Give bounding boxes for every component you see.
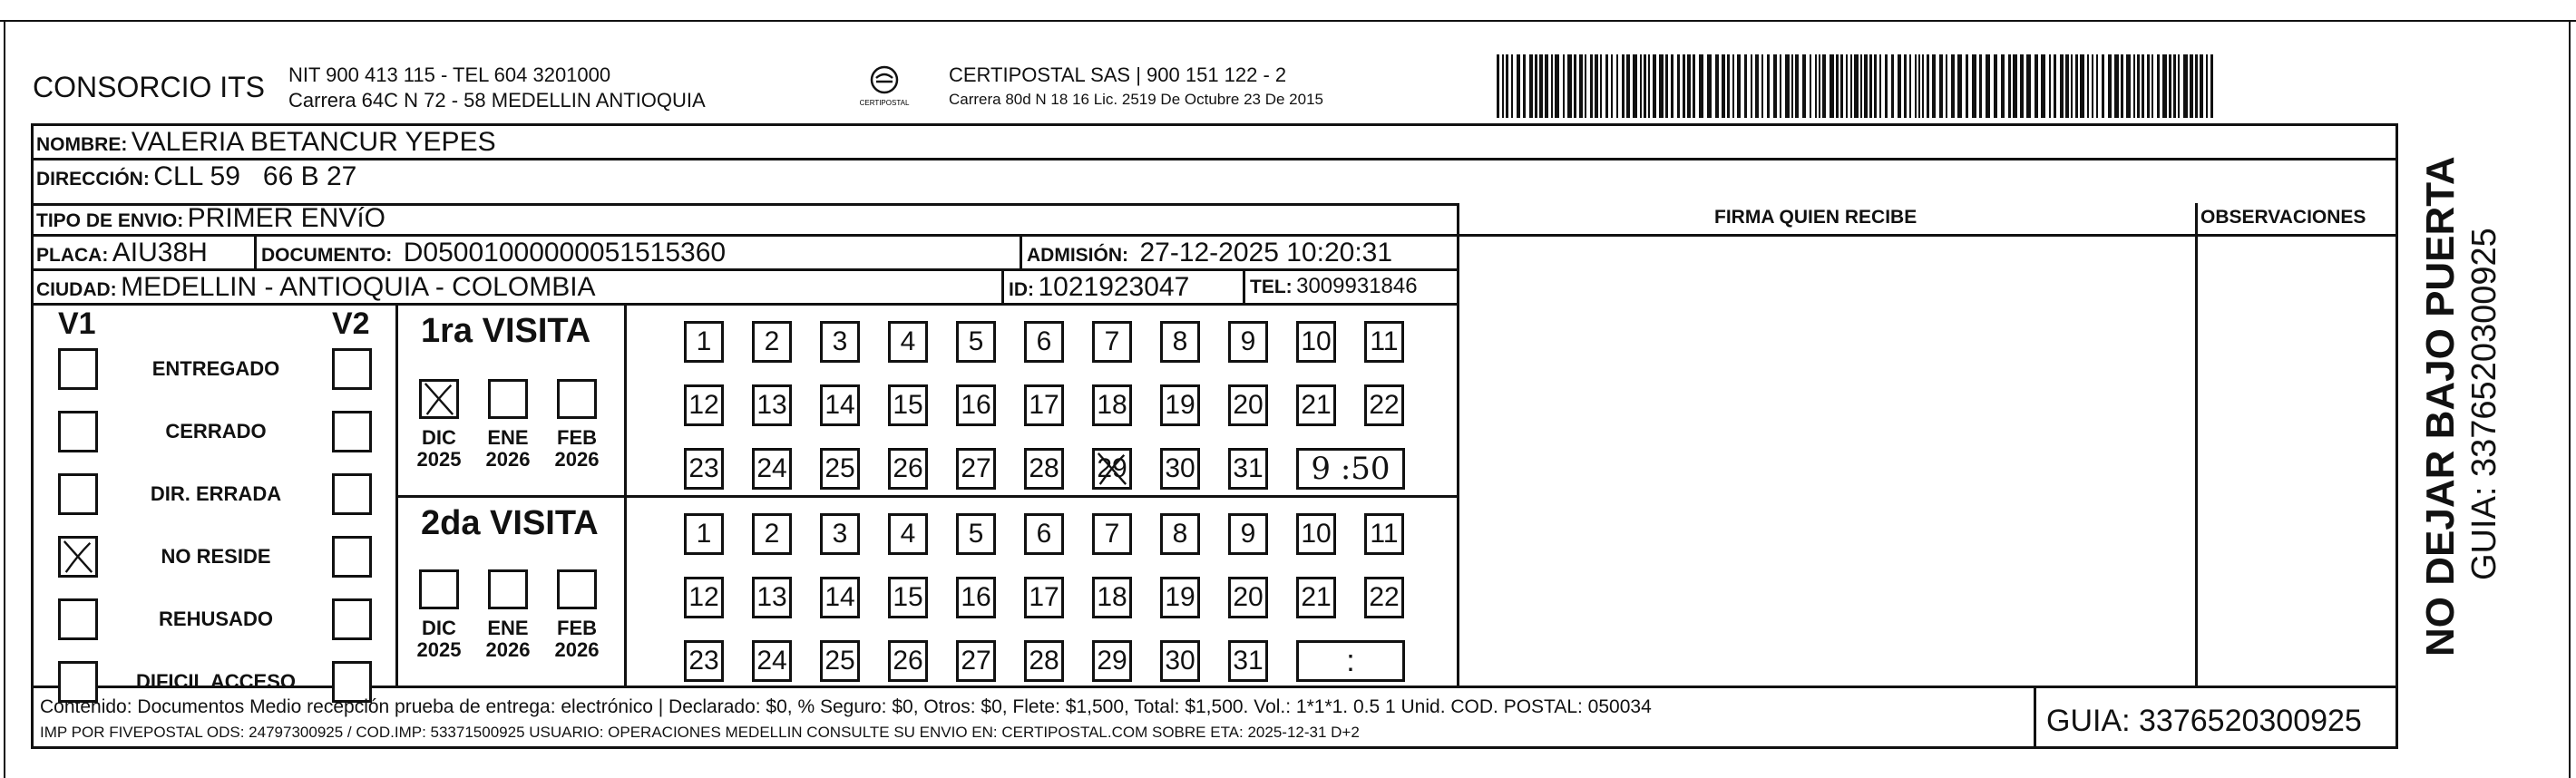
day-box[interactable]: 20 [1228, 577, 1268, 618]
day-box[interactable]: 19 [1160, 577, 1200, 618]
barcode-bar [1626, 54, 1630, 118]
day-box[interactable]: 11 [1364, 513, 1404, 555]
barcode-bar [1836, 54, 1839, 118]
barcode-bar [2075, 54, 2078, 118]
barcode-bar [2026, 54, 2031, 118]
barcode-bar [1551, 54, 1553, 118]
company-nit: NIT 900 413 115 - TEL 604 3201000 [288, 63, 611, 86]
v2-checkbox[interactable] [332, 411, 372, 452]
barcode-bar [2108, 54, 2112, 118]
company-address: Carrera 64C N 72 - 58 MEDELLIN ANTIOQUIA [288, 89, 706, 112]
day-box[interactable]: 29 [1092, 448, 1132, 490]
barcode-bar [1951, 54, 1955, 118]
barcode-bar [1785, 54, 1790, 118]
day-strike-mark [1095, 451, 1129, 487]
svg-text:CERTIPOSTAL: CERTIPOSTAL [859, 99, 910, 107]
id-label: ID: [1009, 279, 1034, 300]
day-box[interactable]: 15 [888, 384, 928, 426]
nombre-value: VALERIA BETANCUR YEPES [131, 127, 496, 157]
month-checkbox[interactable] [419, 379, 459, 419]
barcode-bar [1671, 54, 1673, 118]
col-line [1020, 234, 1022, 268]
barcode-bar [2183, 54, 2188, 118]
barcode-bar [1659, 54, 1664, 118]
v1-checkbox[interactable] [58, 598, 98, 640]
tel-value: 3009931846 [1296, 274, 1418, 298]
barcode-bar [1563, 54, 1565, 118]
barcode-bar [1600, 54, 1602, 118]
day-box[interactable]: 2 [752, 321, 792, 363]
barcode-bar [1840, 54, 1843, 118]
barcode-bar [1819, 54, 1820, 118]
barcode-bar [1722, 54, 1725, 118]
day-box[interactable]: 6 [1024, 321, 1064, 363]
barcode-bar [2121, 54, 2123, 118]
month-label: FEB [557, 617, 597, 639]
month-label: DIC [422, 426, 456, 449]
barcode-bar [1511, 54, 1513, 118]
barcode-bar [1810, 54, 1811, 118]
left-edge [4, 20, 5, 778]
documento-value: D050010000000515153​60 [403, 238, 727, 267]
month-year: 2025 [416, 448, 462, 471]
barcode-bar [2152, 54, 2153, 118]
documento-label: DOCUMENTO: [261, 245, 393, 266]
barcode-bar [2034, 54, 2038, 118]
barcode-bar [1579, 54, 1583, 118]
barcode-bar [1755, 54, 1759, 118]
month-checkbox[interactable] [557, 569, 597, 609]
day-box[interactable]: 1 [684, 513, 724, 555]
month-checkbox[interactable] [557, 379, 597, 419]
barcode-bar [1979, 54, 1982, 118]
barcode-bar [1611, 54, 1613, 118]
ciudad-label: CIUDAD: [36, 279, 117, 300]
barcode-bar [1802, 54, 1806, 118]
barcode-bar [2008, 54, 2011, 118]
barcode-bar [2060, 54, 2064, 118]
col-line [1243, 268, 1245, 303]
day-box[interactable]: 5 [956, 321, 996, 363]
day-box[interactable]: 21 [1296, 384, 1336, 426]
day-box[interactable]: 14 [820, 384, 860, 426]
firma-left-line [1457, 203, 1459, 686]
day-box[interactable]: 1 [684, 321, 724, 363]
barcode-bar [1497, 54, 1499, 118]
barcode-bar [1780, 54, 1781, 118]
observaciones-label: OBSERVACIONES [2200, 207, 2366, 228]
barcode-bar [1555, 54, 1559, 118]
day-box[interactable]: 28 [1024, 448, 1064, 490]
months-divider [624, 303, 627, 686]
barcode-bar [1860, 54, 1862, 118]
barcode-bar [1648, 54, 1650, 118]
day-box[interactable]: 12 [684, 384, 724, 426]
day-box[interactable]: 27 [956, 448, 996, 490]
barcode-bar [1605, 54, 1608, 118]
barcode-bar [2200, 54, 2203, 118]
firma-label: FIRMA QUIEN RECIBE [1714, 207, 1917, 228]
day-box[interactable]: 24 [752, 448, 792, 490]
day-box[interactable]: 3 [820, 321, 860, 363]
v1-checkbox[interactable] [58, 411, 98, 452]
barcode-bar [1616, 54, 1618, 118]
barcode-bar [1545, 54, 1548, 118]
month-year: 2026 [485, 448, 531, 471]
barcode-bar [2178, 54, 2180, 118]
barcode-bar [1732, 54, 1734, 118]
barcode-bar [1898, 54, 1901, 118]
barcode-bar [1640, 54, 1642, 118]
day-box[interactable]: 27 [956, 640, 996, 682]
barcode-bar [1927, 54, 1929, 118]
day-box[interactable]: 3 [820, 513, 860, 555]
barcode-bar [1693, 54, 1695, 118]
month-checkbox[interactable] [488, 569, 528, 609]
day-box[interactable]: 5 [956, 513, 996, 555]
no-dejar-bajo-puerta: NO DEJAR BAJO PUERTA [2418, 156, 2463, 656]
time-box[interactable]: : [1296, 640, 1405, 682]
day-box[interactable]: 10 [1296, 513, 1336, 555]
day-box[interactable]: 30 [1160, 448, 1200, 490]
obs-left-line [2195, 203, 2198, 686]
footer-guia-line [2034, 686, 2036, 749]
day-box[interactable]: 14 [820, 577, 860, 618]
barcode-bar [1517, 54, 1520, 118]
day-box[interactable]: 4 [888, 321, 928, 363]
day-box[interactable]: 19 [1160, 384, 1200, 426]
direccion-value: CLL 59 66 B 27 [153, 161, 357, 191]
month-label: FEB [557, 426, 597, 449]
day-box[interactable]: 22 [1364, 384, 1404, 426]
barcode-bar [2071, 54, 2073, 118]
day-box[interactable]: 17 [1024, 384, 1064, 426]
nombre-label: NOMBRE: [36, 134, 128, 155]
status-divider [395, 303, 398, 686]
barcode-bar [1869, 54, 1872, 118]
direccion-label: DIRECCIÓN: [36, 169, 150, 190]
id-value: 1021923047 [1038, 272, 1190, 302]
barcode-bar [1915, 54, 1917, 118]
v2-checkbox[interactable] [332, 473, 372, 515]
month-year: 2025 [416, 638, 462, 661]
barcode-bar [1822, 54, 1826, 118]
day-box[interactable]: 26 [888, 448, 928, 490]
barcode-bar [1761, 54, 1763, 118]
barcode-bar [2114, 54, 2119, 118]
day-box[interactable]: 13 [752, 384, 792, 426]
barcode-bar [1737, 54, 1741, 118]
barcode-bar [1677, 54, 1680, 118]
barcode-bar [2173, 54, 2176, 118]
month-year: 2026 [485, 638, 531, 661]
barcode-bar [1891, 54, 1894, 118]
barcode-bar [1567, 54, 1572, 118]
v1-checkbox[interactable] [58, 536, 98, 578]
status-option-label: DIR. ERRADA [150, 482, 282, 505]
footer-line [31, 686, 2398, 688]
admision-label: ADMISIÓN: [1027, 245, 1128, 266]
v1-checkbox[interactable] [58, 473, 98, 515]
barcode-bar [1773, 54, 1777, 118]
day-box[interactable]: 25 [820, 448, 860, 490]
barcode-bar [1535, 54, 1537, 118]
day-box[interactable]: 8 [1160, 321, 1200, 363]
col-line [254, 234, 257, 268]
barcode-bar [2137, 54, 2140, 118]
row-line [31, 234, 1457, 237]
day-box[interactable]: 24 [752, 640, 792, 682]
day-box[interactable]: 18 [1092, 577, 1132, 618]
barcode-bar [1502, 54, 1504, 118]
day-box[interactable]: 28 [1024, 640, 1064, 682]
barcode-bar [1850, 54, 1852, 118]
barcode-bar [1727, 54, 1730, 118]
status-option-label: CERRADO [165, 420, 267, 442]
company-name: CONSORCIO ITS [33, 71, 266, 103]
carrier-name: CERTIPOSTAL SAS | 900 151 122 - 2 [949, 63, 1287, 86]
barcode-bar [1506, 54, 1508, 118]
barcode-bar [2049, 54, 2051, 118]
day-box[interactable]: 26 [888, 640, 928, 682]
day-box[interactable]: 10 [1296, 321, 1336, 363]
barcode-bar [2210, 54, 2213, 118]
barcode-bar [1972, 54, 1976, 118]
barcode-bar [1529, 54, 1533, 118]
day-box[interactable]: 31 [1228, 448, 1268, 490]
barcode-bar [1939, 54, 1943, 118]
barcode-bar [2096, 54, 2098, 118]
barcode-bar [2102, 54, 2104, 118]
second-visit-title: 2da VISITA [421, 504, 599, 542]
barcode-bar [1854, 54, 1859, 118]
v2-checkbox[interactable] [332, 598, 372, 640]
side-guia: GUIA: 3376520300925 [2465, 228, 2503, 580]
month-label: ENE [487, 426, 529, 449]
barcode-bar [1683, 54, 1685, 118]
footer-imp: IMP POR FIVEPOSTAL ODS: 24797300925 / COD.IMP: 53371500925 USUARIO: OPERACIONES MEDELLIN CONSULTE SU ENVIO EN: CERTIPOSTAL.COM SOBRE ETA: 2025-12-31 D+2 [40, 724, 1360, 741]
barcode-bar [1932, 54, 1936, 118]
tipo-label: TIPO DE ENVIO: [36, 210, 184, 231]
day-box[interactable]: 21 [1296, 577, 1336, 618]
day-box[interactable]: 29 [1092, 640, 1132, 682]
barcode-bar [1864, 54, 1868, 118]
barcode-bar [2065, 54, 2069, 118]
v1-label: V1 [58, 306, 96, 341]
barcode-bar [1715, 54, 1719, 118]
visit-divider [395, 495, 1457, 498]
barcode-bar [1885, 54, 1888, 118]
ciudad-value: MEDELLIN - ANTIOQUIA - COLOMBIA [121, 272, 596, 302]
barcode-bar [2133, 54, 2135, 118]
day-box[interactable]: 8 [1160, 513, 1200, 555]
placa-value: AIU38H [112, 238, 208, 267]
day-box[interactable]: 22 [1364, 577, 1404, 618]
barcode-bar [1699, 54, 1703, 118]
barcode-bar [1846, 54, 1848, 118]
barcode-bar [1791, 54, 1793, 118]
barcode-bar [1966, 54, 1968, 118]
barcode-bar [2195, 54, 2198, 118]
barcode-bar [1539, 54, 1543, 118]
barcode-bar [2126, 54, 2131, 118]
day-box[interactable]: 4 [888, 513, 928, 555]
barcode-bar [1922, 54, 1924, 118]
status-option-label: ENTREGADO [151, 357, 280, 380]
barcode-bar [2169, 54, 2171, 118]
barcode-bar [2092, 54, 2093, 118]
status-option-label: NO RESIDE [161, 545, 271, 568]
barcode-bar [2054, 54, 2056, 118]
tipo-value: PRIMER ENVíO [187, 203, 386, 233]
barcode-bar [1687, 54, 1691, 118]
v1-checkbox[interactable] [58, 348, 98, 390]
footer-contenido: Contenido: Documentos Medio recepción prueba de entrega: electrónico | Declarado: $0, % Seguro: $0, Otros: $0, Flete: $1,500, Total: $1,500. Vol.: 1*1*1. 0.5 1 Unid. COD. POSTAL: 050034 [40, 696, 1652, 717]
barcode-bar [1595, 54, 1598, 118]
day-box[interactable]: 30 [1160, 640, 1200, 682]
right-edge [2569, 20, 2571, 778]
barcode-bar [1918, 54, 1920, 118]
day-box[interactable]: 16 [956, 577, 996, 618]
barcode-bar [1590, 54, 1593, 118]
day-box[interactable]: 31 [1228, 640, 1268, 682]
tel-label: TEL: [1250, 277, 1293, 297]
day-box[interactable]: 23 [684, 448, 724, 490]
barcode-bar [1946, 54, 1947, 118]
time-box[interactable]: 9 :50 [1296, 448, 1405, 490]
month-checkbox[interactable] [488, 379, 528, 419]
day-box[interactable]: 6 [1024, 513, 1064, 555]
day-box[interactable]: 7 [1092, 513, 1132, 555]
admision-value: 27-12-2025 10:20:31 [1139, 238, 1393, 267]
day-box[interactable]: 9 [1228, 513, 1268, 555]
barcode-bar [1874, 54, 1877, 118]
barcode-bar [1904, 54, 1907, 118]
row-line [1457, 234, 2398, 237]
carrier-license: Carrera 80d N 18 16 Lic. 2519 De Octubre 23 De 2015 [949, 91, 1323, 108]
certipostal-logo [858, 63, 911, 109]
barcode-bar [2080, 54, 2084, 118]
barcode-bar [1744, 54, 1747, 118]
barcode-bar [2020, 54, 2024, 118]
day-box[interactable]: 2 [752, 513, 792, 555]
col-line [1001, 268, 1004, 303]
barcode-bar [1986, 54, 1990, 118]
day-box[interactable]: 18 [1092, 384, 1132, 426]
first-visit-title: 1ra VISITA [421, 312, 591, 350]
barcode-bar [1909, 54, 1911, 118]
barcode-bar [2142, 54, 2144, 118]
barcode-bar [1751, 54, 1752, 118]
barcode-bar [1622, 54, 1625, 118]
day-box[interactable]: 17 [1024, 577, 1064, 618]
barcode-bar [2206, 54, 2208, 118]
form-frame [31, 123, 2398, 749]
barcode-bar [1795, 54, 1799, 118]
barcode-bar [2041, 54, 2045, 118]
barcode-bar [2087, 54, 2089, 118]
status-option-label: REHUSADO [159, 608, 273, 630]
day-box[interactable]: 12 [684, 577, 724, 618]
barcode [1497, 54, 2215, 118]
day-box[interactable]: 15 [888, 577, 928, 618]
day-box[interactable]: 16 [956, 384, 996, 426]
day-box[interactable]: 7 [1092, 321, 1132, 363]
month-label: ENE [487, 617, 529, 639]
month-year: 2026 [554, 448, 600, 471]
barcode-bar [1644, 54, 1646, 118]
barcode-bar [2190, 54, 2193, 118]
month-label: DIC [422, 617, 456, 639]
status-option-label: DIFICIL ACCESO [135, 670, 296, 693]
v2-label: V2 [332, 306, 370, 341]
barcode-bar [1707, 54, 1712, 118]
barcode-bar [1994, 54, 1997, 118]
top-border [0, 20, 2576, 22]
placa-label: PLACA: [36, 245, 109, 266]
row-line [31, 158, 2398, 160]
barcode-bar [1574, 54, 1576, 118]
month-checkbox[interactable] [419, 569, 459, 609]
day-box[interactable]: 20 [1228, 384, 1268, 426]
v2-checkbox[interactable] [332, 348, 372, 390]
day-box[interactable]: 13 [752, 577, 792, 618]
barcode-bar [2147, 54, 2150, 118]
barcode-bar [1815, 54, 1817, 118]
barcode-bar [1957, 54, 1962, 118]
barcode-bar [1653, 54, 1656, 118]
barcode-bar [1585, 54, 1586, 118]
barcode-bar [2001, 54, 2005, 118]
barcode-bar [1523, 54, 1526, 118]
v2-checkbox[interactable] [332, 536, 372, 578]
day-box[interactable]: 9 [1228, 321, 1268, 363]
footer-guia: GUIA: 3376520300925 [2046, 704, 2362, 738]
barcode-bar [1665, 54, 1668, 118]
barcode-bar [1633, 54, 1637, 118]
barcode-bar [2162, 54, 2167, 118]
day-box[interactable]: 11 [1364, 321, 1404, 363]
barcode-bar [2157, 54, 2160, 118]
day-box[interactable]: 23 [684, 640, 724, 682]
month-year: 2026 [554, 638, 600, 661]
barcode-bar [1830, 54, 1834, 118]
day-box[interactable]: 25 [820, 640, 860, 682]
barcode-bar [1767, 54, 1770, 118]
row-line [31, 303, 1457, 306]
barcode-bar [2013, 54, 2017, 118]
barcode-bar [1879, 54, 1881, 118]
